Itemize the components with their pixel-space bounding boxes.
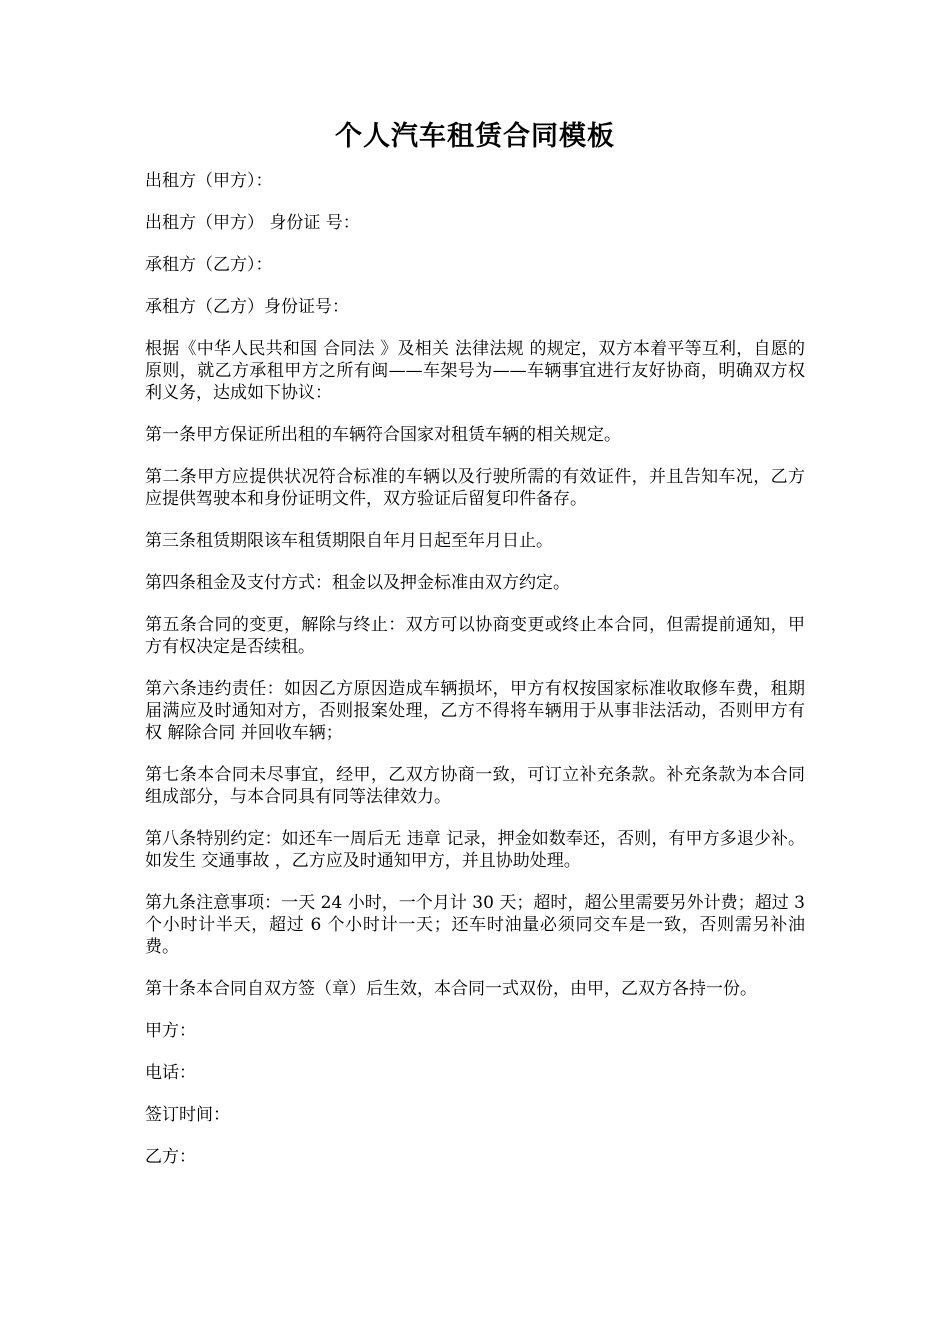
document-title: 个人汽车租赁合同模板 [335, 121, 615, 152]
article-5: 第五条合同的变更，解除与终止：双方可以协商变更或终止本合同，但需提前通知，甲方有权决定是否续租。 [145, 615, 805, 657]
party-b-signature-line: 乙方： [145, 1147, 196, 1167]
lessor-id-line: 出租方（甲方） 身份证 号： [145, 213, 360, 233]
article-6: 第六条违约责任：如因乙方原因造成车辆损坏，甲方有权按国家标准收取修车费，租期届满应及时通知对方，否则报案处理，乙方不得将车辆用于从事非法活动，否则甲方有权 解除合同 并回收车辆； [145, 679, 805, 743]
document-body [145, 170, 805, 1188]
article-8: 第八条特别约定：如还车一周后无 违章 记录，押金如数奉还，否则，有甲方多退少补。如发生 交通事故 ，乙方应及时通知甲方，并且协助处理。 [145, 829, 805, 871]
article-2: 第二条甲方应提供状况符合标准的车辆以及行驶所需的有效证件，并且告知车况，乙方应提供驾驶本和身份证明文件，双方验证后留复印件备存。 [145, 467, 805, 509]
article-7: 第七条本合同未尽事宜，经甲，乙双方协商一致，可订立补充条款。补充条款为本合同组成部分，与本合同具有同等法律效力。 [145, 765, 805, 807]
lessee-id-line: 承租方（乙方）身份证号： [145, 297, 349, 317]
article-3: 第三条租赁期限该车租赁期限自年月日起至年月日止。 [145, 531, 553, 551]
article-4: 第四条租金及支付方式：租金以及押金标准由双方约定。 [145, 573, 570, 593]
signing-date-line: 签订时间： [145, 1105, 230, 1125]
preamble-paragraph: 根据《中华人民共和国 合同法 》及相关 法律法规 的规定，双方本着平等互利，自愿的原则，就乙方承租甲方之所有闽——车架号为——车辆事宜进行友好协商，明确双方权利义务，达成如下协议： [145, 339, 805, 403]
article-9: 第九条注意事项：一天 24 小时，一个月计 30 天；超时，超公里需要另外计费；超过 3 个小时计半天，超过 6 个小时计一天；还车时油量必须同交车是一致，否则需另补油费。 [145, 893, 805, 957]
party-a-signature-line: 甲方： [145, 1021, 196, 1041]
article-10: 第十条本合同自双方签（章）后生效，本合同一式双份，由甲，乙双方各持一份。 [145, 979, 757, 999]
phone-line: 电话： [145, 1063, 196, 1083]
lessor-name-line: 出租方（甲方）： [145, 171, 273, 191]
article-1: 第一条甲方保证所出租的车辆符合国家对租赁车辆的相关规定。 [145, 425, 621, 445]
lessee-name-line: 承租方（乙方）： [145, 255, 273, 275]
